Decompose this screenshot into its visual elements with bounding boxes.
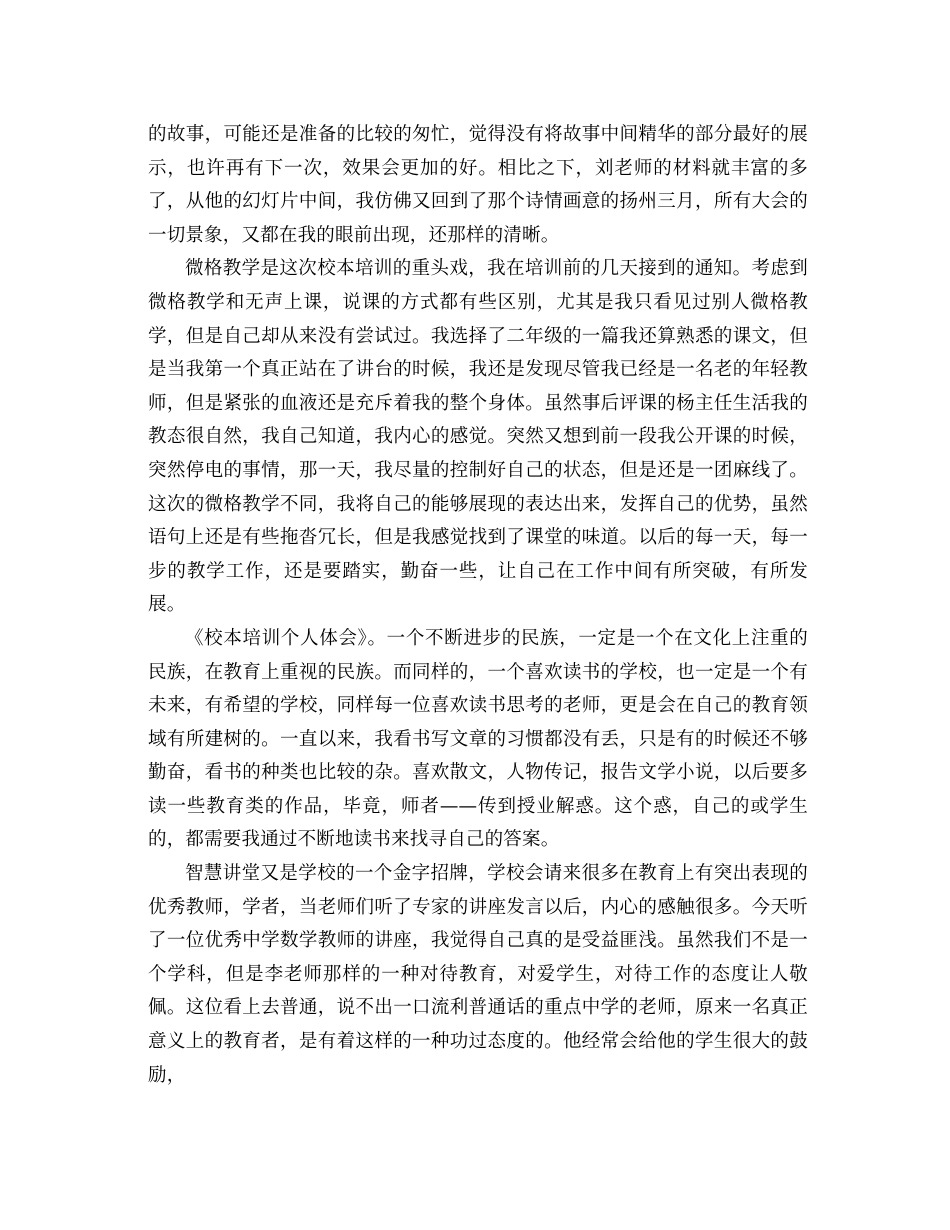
paragraph-4: 智慧讲堂又是学校的一个金字招牌，学校会请来很多在教育上有突出表现的优秀教师，学者，当老师们听了专家的讲座发言以后，内心的感触很多。今天听了一位优秀中学数学教师的讲座，我觉得自己真的是受益匪浅。虽然我们不是一个学科，但是李老师那样的一种对待教育，对爱学生，对待工作的态度让人敬佩。这位看上去普通，说不出一口流利普通话的重点中学的老师，原来一名真正意义上的教育者，是有着这样的一种功过态度的。他经常会给他的学生很大的鼓励， bbox=[148, 863, 808, 1086]
paragraph-1: 的故事，可能还是准备的比较的匆忙，觉得没有将故事中间精华的部分最好的展示，也许再有下一次，效果会更加的好。相比之下，刘老师的材料就丰富的多了，从他的幻灯片中间，我仿佛又回到了那个诗情画意的扬州三月，所有大会的一切景象，又都在我的眼前出现，还那样的清晰。 bbox=[148, 124, 808, 246]
paragraph-3: 《校本培训个人体会》。一个不断进步的民族，一定是一个在文化上注重的民族，在教育上重视的民族。而同样的，一个喜欢读书的学校，也一定是一个有未来，有希望的学校，同样每一位喜欢读书思考的老师，更是会在自己的教育领域有所建树的。一直以来，我看书写文章的习惯都没有丢，只是有的时候还不够勤奋，看书的种类也比较的杂。喜欢散文，人物传记，报告文学小说，以后要多读一些教育类的作品，毕竟，师者——传到授业解惑。这个惑，自己的或学生的，都需要我通过不断地读书来找寻自己的答案。 bbox=[148, 627, 808, 851]
document-body bbox=[148, 118, 808, 1092]
paragraph-2: 微格教学是这次校本培训的重头戏，我在培训前的几天接到的通知。考虑到微格教学和无声上课，说课的方式都有些区别，尤其是我只看见过别人微格教学，但是自己却从来没有尝试过。我选择了二年级的一篇我还算熟悉的课文，但是当我第一个真正站在了讲台的时候，我还是发现尽管我已经是一名老的年轻教师，但是紧张的血液还是充斥着我的整个身体。虽然事后评课的杨主任生活我的教态很自然，我自己知道，我内心的感觉。突然又想到前一段我公开课的时候，突然停电的事情，那一天，我尽量的控制好自己的状态，但是还是一团麻线了。这次的微格教学不同，我将自己的能够展现的表达出来，发挥自己的优势，虽然语句上还是有些拖沓冗长，但是我感觉找到了课堂的味道。以后的每一天，每一步的教学工作，还是要踏实，勤奋一些，让自己在工作中间有所突破，有所发展。 bbox=[148, 258, 808, 616]
